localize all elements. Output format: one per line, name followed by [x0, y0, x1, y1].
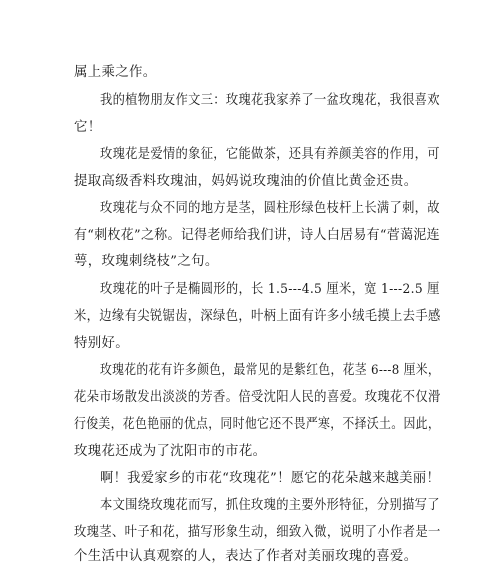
text-line: 玫瑰花与众不同的地方是茎，圆柱形绿色枝杆上长满了刺，故 [100, 201, 440, 216]
text-line: 萼，玫瑰刺绕枝”之句。 [74, 254, 219, 269]
text-line: 有“刺枚花”之称。记得老师给我们讲，诗人白居易有“菅蔼泥连 [74, 228, 440, 243]
text-line: 提取高级香料玫瑰油，妈妈说玫瑰油的价值比黄金还贵。 [74, 174, 418, 189]
text-line: 玫瑰花还成为了沈阳市的市花。 [74, 444, 267, 459]
text-line: 属上乘之作。 [74, 65, 157, 80]
text-line: 花朵市场散发出淡淡的芳香。倍受沈阳人民的喜爱。玫瑰花不仅滑 [74, 390, 441, 405]
text-line: 个生活中认真观察的人，表达了作者对美丽玫瑰的喜爱。 [74, 549, 418, 564]
text-line: 它！ [74, 120, 102, 135]
text-line: 玫瑰花的叶子是椭圆形的，长 1.5---4.5 厘米，宽 1---2.5 厘 [100, 282, 440, 297]
text-line: 玫瑰花是爱情的象征，它能做茶，还具有养颜美容的作用，可 [100, 147, 440, 162]
text-line: 本文围绕玫瑰花而写，抓住玫瑰的主要外形特征，分别描写了 [100, 498, 440, 513]
text-line: 玫瑰茎、叶子和花，描写形象生动，细致入微，说明了小作者是一 [74, 525, 441, 540]
text-line: 特别好。 [74, 336, 129, 351]
text-line: 啊！我爱家乡的市花“玫瑰花”！愿它的花朵越来越美丽！ [100, 471, 441, 486]
text-line: 行俊美，花色艳丽的优点，同时他它还不畏严寒，不择沃土。因此， [74, 417, 441, 432]
text-line: 米，边缘有尖锐锯齿，深绿色，叶柄上面有许多小绒毛摸上去手感 [74, 309, 441, 324]
text-line: 我的植物朋友作文三：玫瑰花我家养了一盆玫瑰花，我很喜欢 [100, 93, 440, 108]
text-line: 玫瑰花的花有许多颜色，最常见的是紫红色，花茎 6---8 厘米， [100, 363, 441, 378]
